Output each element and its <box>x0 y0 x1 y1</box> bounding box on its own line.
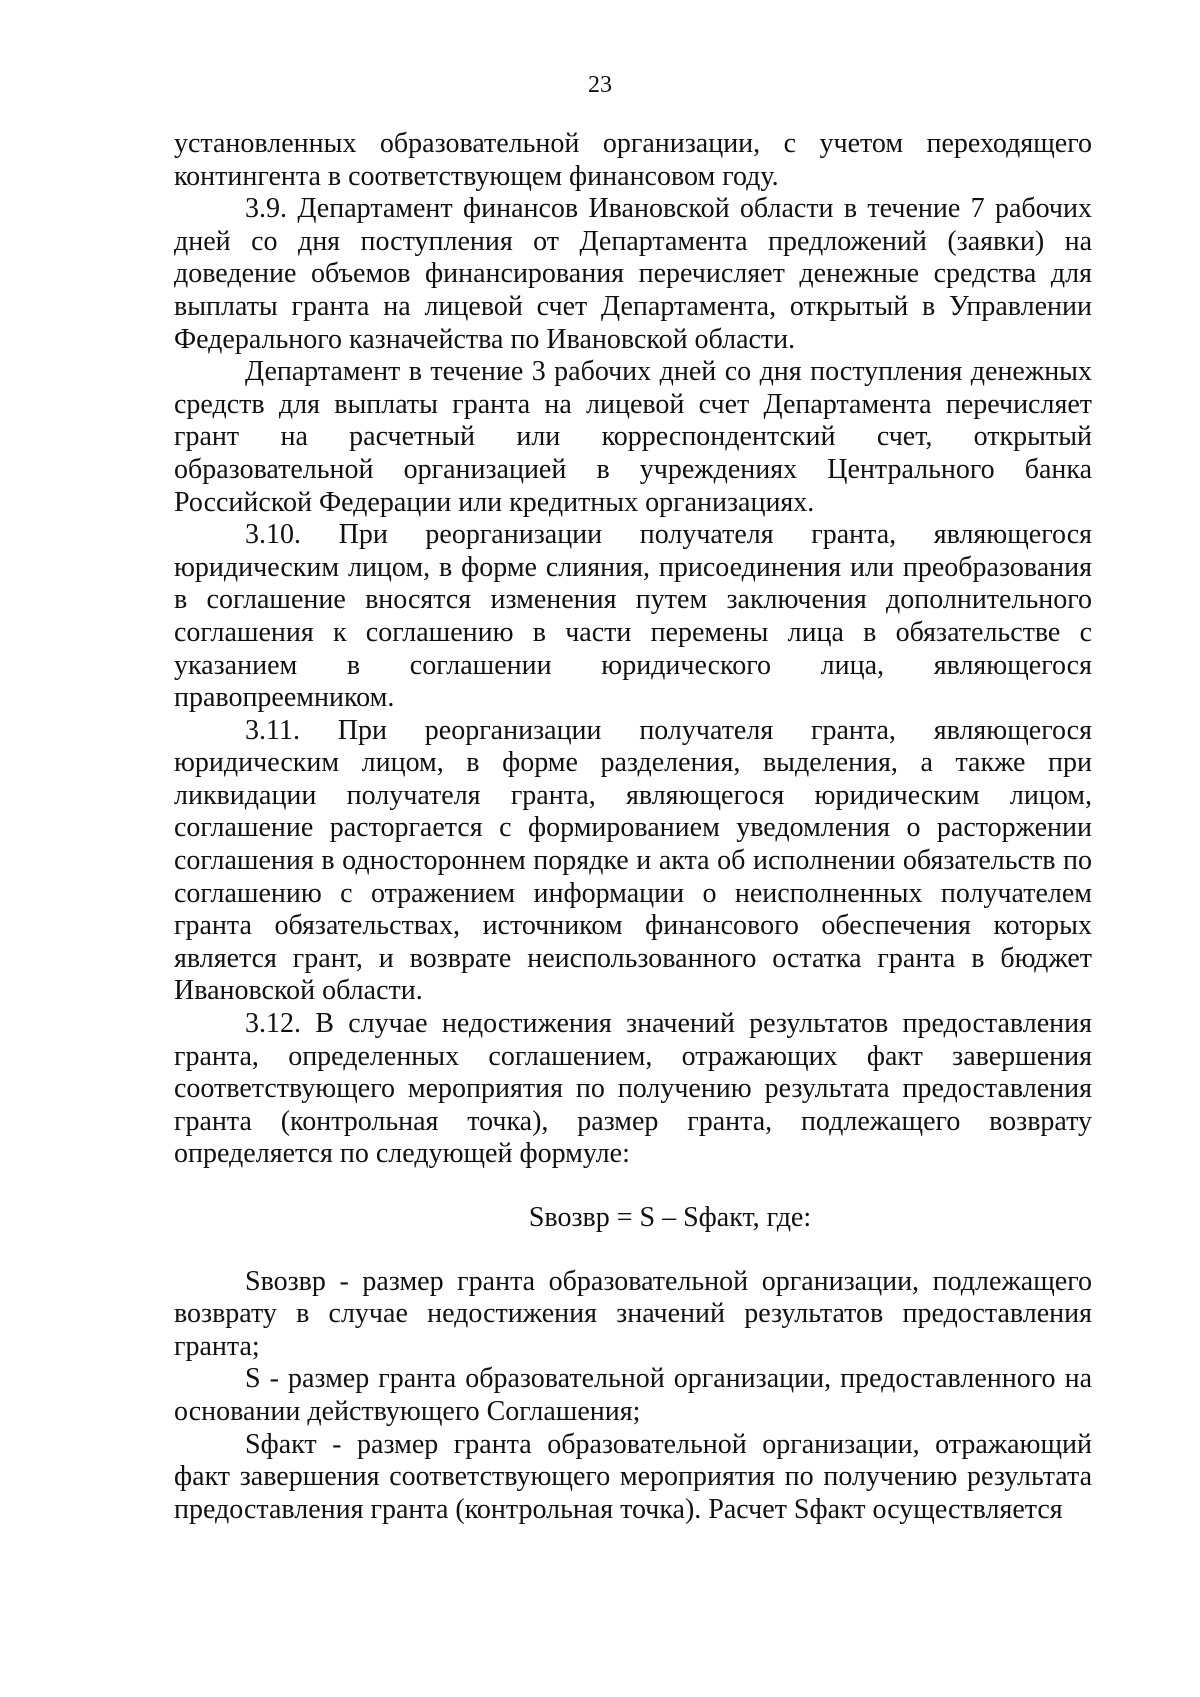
document-body <box>174 128 1092 1526</box>
paragraph-3-11: 3.11. При реорганизации получателя гранта, являющегося юридическим лицом, в форме разделения, выделения, а также при ликвидации получателя гранта, являющегося юридическим лицом, соглашение расторгается с формированием уведомления о расторжении соглашения в одностороннем порядке и акта об исполнении обязательств по соглашению с отражением информации о неисполненных получателем гранта обязательствах, источником финансового обеспечения которых является грант, и возврате неиспользованного остатка гранта в бюджет Ивановской области. <box>174 714 1092 1007</box>
paragraph-3-12: 3.12. В случае недостижения значений результатов предоставления гранта, определенных соглашением, отражающих факт завершения соответствующего мероприятия по получению результата предоставления гранта (контрольная точка), размер гранта, подлежащего возврату определяется по следующей формуле: <box>174 1008 1092 1170</box>
page-number: 23 <box>588 72 612 98</box>
definition-s-fact: Sфакт - размер гранта образовательной организации, отражающий факт завершения соответствующего мероприятия по получению результата предоставления гранта (контрольная точка). Расчет Sфакт осуществляется <box>174 1428 1092 1525</box>
paragraph-3-9: 3.9. Департамент финансов Ивановской области в течение 7 рабочих дней со дня поступления от Департамента предложений (заявки) на доведение объемов финансирования перечисляет денежные средства для выплаты гранта на лицевой счет Департамента, открытый в Управлении Федерального казначейства по Ивановской области. <box>174 193 1092 355</box>
return-formula: Sвозвр = S – Sфакт, где: <box>528 1202 812 1233</box>
definition-s: S - размер гранта образовательной организации, предоставленного на основании действующего Соглашения; <box>174 1363 1092 1427</box>
paragraph-continuation: установленных образовательной организации, с учетом переходящего контингента в соответствующем финансовом году. <box>174 128 1092 192</box>
definition-s-return: Sвозвр - размер гранта образовательной организации, подлежащего возврату в случае недостижения значений результатов предоставления гранта; <box>174 1265 1092 1362</box>
paragraph-3-9-transfer: Департамент в течение 3 рабочих дней со дня поступления денежных средств для выплаты гранта на лицевой счет Департамента перечисляет грант на расчетный или корреспондентский счет, открытый образовательной организацией в учреждениях Центрального банка Российской Федерации или кредитных организациях. <box>174 356 1092 518</box>
paragraph-3-10: 3.10. При реорганизации получателя гранта, являющегося юридическим лицом, в форме слияния, присоединения или преобразования в соглашение вносятся изменения путем заключения дополнительного соглашения к соглашению в части перемены лица в обязательстве с указанием в соглашении юридического лица, являющегося правопреемником. <box>174 519 1092 714</box>
